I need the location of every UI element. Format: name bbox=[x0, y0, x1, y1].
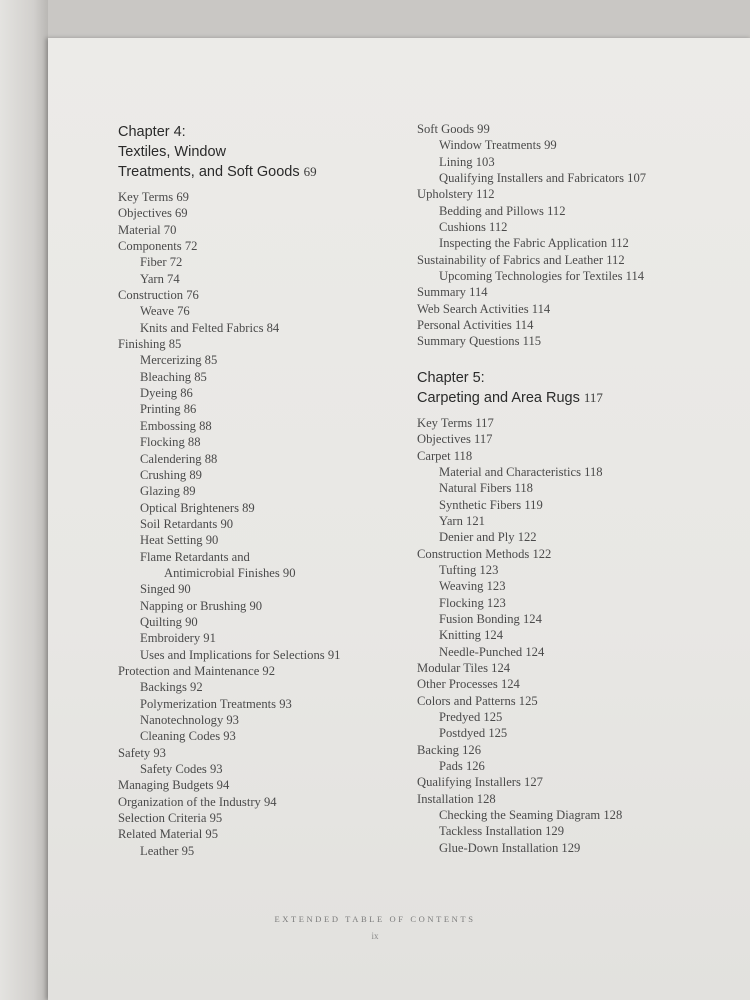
toc-entry: Heat Setting 90 bbox=[140, 533, 219, 548]
toc-entry: Carpet 118 bbox=[417, 448, 473, 463]
toc-entry: Flame Retardants and bbox=[140, 549, 250, 564]
toc-entry: Key Terms 117 bbox=[417, 415, 494, 430]
toc-entry: Quilting 90 bbox=[140, 614, 198, 629]
toc-entry: Window Treatments 99 bbox=[439, 138, 557, 153]
toc-entry: Bedding and Pillows 112 bbox=[439, 203, 566, 218]
toc-entry: Tufting 123 bbox=[439, 562, 499, 577]
toc-entry: Weave 76 bbox=[140, 304, 190, 319]
toc-entry: Summary Questions 115 bbox=[417, 334, 542, 349]
toc-entry: Personal Activities 114 bbox=[417, 318, 534, 333]
toc-entry: Backings 92 bbox=[140, 680, 203, 695]
toc-entry: Fiber 72 bbox=[140, 255, 183, 270]
toc-entry: Selection Criteria 95 bbox=[118, 811, 223, 826]
toc-entry: Lining 103 bbox=[439, 154, 495, 169]
toc-entry: Natural Fibers 118 bbox=[439, 481, 533, 496]
toc-entry: Bleaching 85 bbox=[140, 369, 207, 384]
toc-entry: Calendering 88 bbox=[140, 451, 218, 466]
toc-entry: Cushions 112 bbox=[439, 220, 508, 235]
toc-entry: Construction Methods 122 bbox=[417, 546, 552, 561]
facing-page-edge bbox=[0, 0, 48, 1000]
toc-entry: Flocking 88 bbox=[140, 435, 201, 450]
toc-entry: Sustainability of Fabrics and Leather 112 bbox=[417, 252, 625, 267]
toc-entry: Fusion Bonding 124 bbox=[439, 611, 542, 626]
toc-entry: Weaving 123 bbox=[439, 579, 506, 594]
toc-entry: Colors and Patterns 125 bbox=[417, 693, 538, 708]
toc-entry: Flocking 123 bbox=[439, 595, 506, 610]
toc-entry: Polymerization Treatments 93 bbox=[140, 696, 292, 711]
toc-entry: Summary 114 bbox=[417, 285, 488, 300]
toc-entry: Denier and Ply 122 bbox=[439, 530, 537, 545]
toc-entry: Upcoming Technologies for Textiles 114 bbox=[439, 269, 645, 284]
toc-entry: Organization of the Industry 94 bbox=[118, 794, 277, 809]
toc-entry: Web Search Activities 114 bbox=[417, 301, 551, 316]
toc-entry: Protection and Maintenance 92 bbox=[118, 663, 276, 678]
toc-entry: Yarn 121 bbox=[439, 513, 485, 528]
chapter-4-heading bbox=[118, 122, 398, 182]
toc-entry: Glue-Down Installation 129 bbox=[439, 840, 581, 855]
toc-entry: Managing Budgets 94 bbox=[118, 778, 230, 793]
toc-entry: Napping or Brushing 90 bbox=[140, 598, 263, 613]
toc-right-column bbox=[417, 121, 737, 856]
toc-entry: Qualifying Installers 127 bbox=[417, 775, 543, 790]
toc-entry: Soft Goods 99 bbox=[417, 122, 490, 136]
toc-entry: Safety Codes 93 bbox=[140, 762, 223, 777]
toc-entry: Mercerizing 85 bbox=[140, 353, 218, 368]
toc-entry: Pads 126 bbox=[439, 759, 485, 774]
toc-entry: Installation 128 bbox=[417, 791, 496, 806]
toc-entry: Embroidery 91 bbox=[140, 631, 216, 646]
toc-left-column bbox=[118, 122, 398, 859]
chapter-title: Carpeting and Area Rugs 117 bbox=[417, 389, 603, 406]
page-number: ix bbox=[371, 931, 379, 941]
running-footer: EXTENDED TABLE OF CONTENTS bbox=[274, 914, 476, 924]
chapter-5-entries bbox=[417, 415, 737, 856]
toc-entry: Material and Characteristics 118 bbox=[439, 464, 603, 479]
toc-entry: Key Terms 69 bbox=[118, 190, 189, 204]
toc-entry: Construction 76 bbox=[118, 288, 199, 303]
toc-entry: Related Material 95 bbox=[118, 827, 219, 842]
toc-entry: Safety 93 bbox=[118, 745, 166, 760]
toc-entry: Synthetic Fibers 119 bbox=[439, 497, 543, 512]
toc-entry: Upholstery 112 bbox=[417, 187, 495, 202]
toc-entry: Objectives 69 bbox=[118, 206, 188, 221]
toc-entry: Printing 86 bbox=[140, 402, 197, 417]
toc-entry: Dyeing 86 bbox=[140, 386, 193, 401]
chapter-title-line1: Textiles, Window bbox=[118, 144, 226, 160]
toc-entry: Objectives 117 bbox=[417, 432, 493, 447]
toc-entry: Antimicrobial Finishes 90 bbox=[164, 565, 296, 580]
toc-entry: Optical Brighteners 89 bbox=[140, 500, 255, 515]
toc-entry: Cleaning Codes 93 bbox=[140, 729, 236, 744]
toc-entry: Components 72 bbox=[118, 239, 198, 254]
chapter-4-entries bbox=[118, 189, 398, 859]
toc-entry: Glazing 89 bbox=[140, 484, 196, 499]
toc-entry: Qualifying Installers and Fabricators 107 bbox=[439, 171, 647, 186]
toc-entry: Crushing 89 bbox=[140, 467, 202, 482]
chapter-label: Chapter 5: bbox=[417, 369, 485, 386]
toc-entry: Tackless Installation 129 bbox=[439, 824, 565, 839]
toc-entry: Finishing 85 bbox=[118, 337, 182, 352]
toc-entry: Uses and Implications for Selections 91 bbox=[140, 647, 341, 662]
toc-entry: Inspecting the Fabric Application 112 bbox=[439, 236, 629, 251]
chapter-page-number: 69 bbox=[303, 164, 317, 179]
chapter-4-continued-entries bbox=[417, 121, 737, 350]
toc-entry: Nanotechnology 93 bbox=[140, 713, 239, 727]
toc-entry: Needle-Punched 124 bbox=[439, 644, 545, 659]
toc-entry: Predyed 125 bbox=[439, 710, 503, 724]
chapter-page-number: 117 bbox=[583, 389, 603, 405]
toc-entry: Postdyed 125 bbox=[439, 726, 508, 741]
chapter-5-heading bbox=[417, 368, 737, 408]
chapter-label: Chapter 4: bbox=[118, 124, 186, 140]
toc-entry: Yarn 74 bbox=[140, 271, 180, 286]
toc-entry: Knits and Felted Fabrics 84 bbox=[140, 320, 280, 335]
toc-entry: Leather 95 bbox=[140, 843, 195, 858]
chapter-title-line2: Treatments, and Soft Goods 69 bbox=[118, 164, 317, 180]
toc-entry: Singed 90 bbox=[140, 582, 191, 597]
toc-entry: Checking the Seaming Diagram 128 bbox=[439, 808, 623, 823]
toc-entry: Material 70 bbox=[118, 222, 177, 237]
toc-entry: Soil Retardants 90 bbox=[140, 516, 234, 531]
toc-entry: Embossing 88 bbox=[140, 418, 212, 433]
toc-entry: Backing 126 bbox=[417, 742, 482, 757]
toc-entry: Other Processes 124 bbox=[417, 677, 520, 692]
toc-entry: Knitting 124 bbox=[439, 628, 504, 643]
toc-entry: Modular Tiles 124 bbox=[417, 660, 511, 675]
